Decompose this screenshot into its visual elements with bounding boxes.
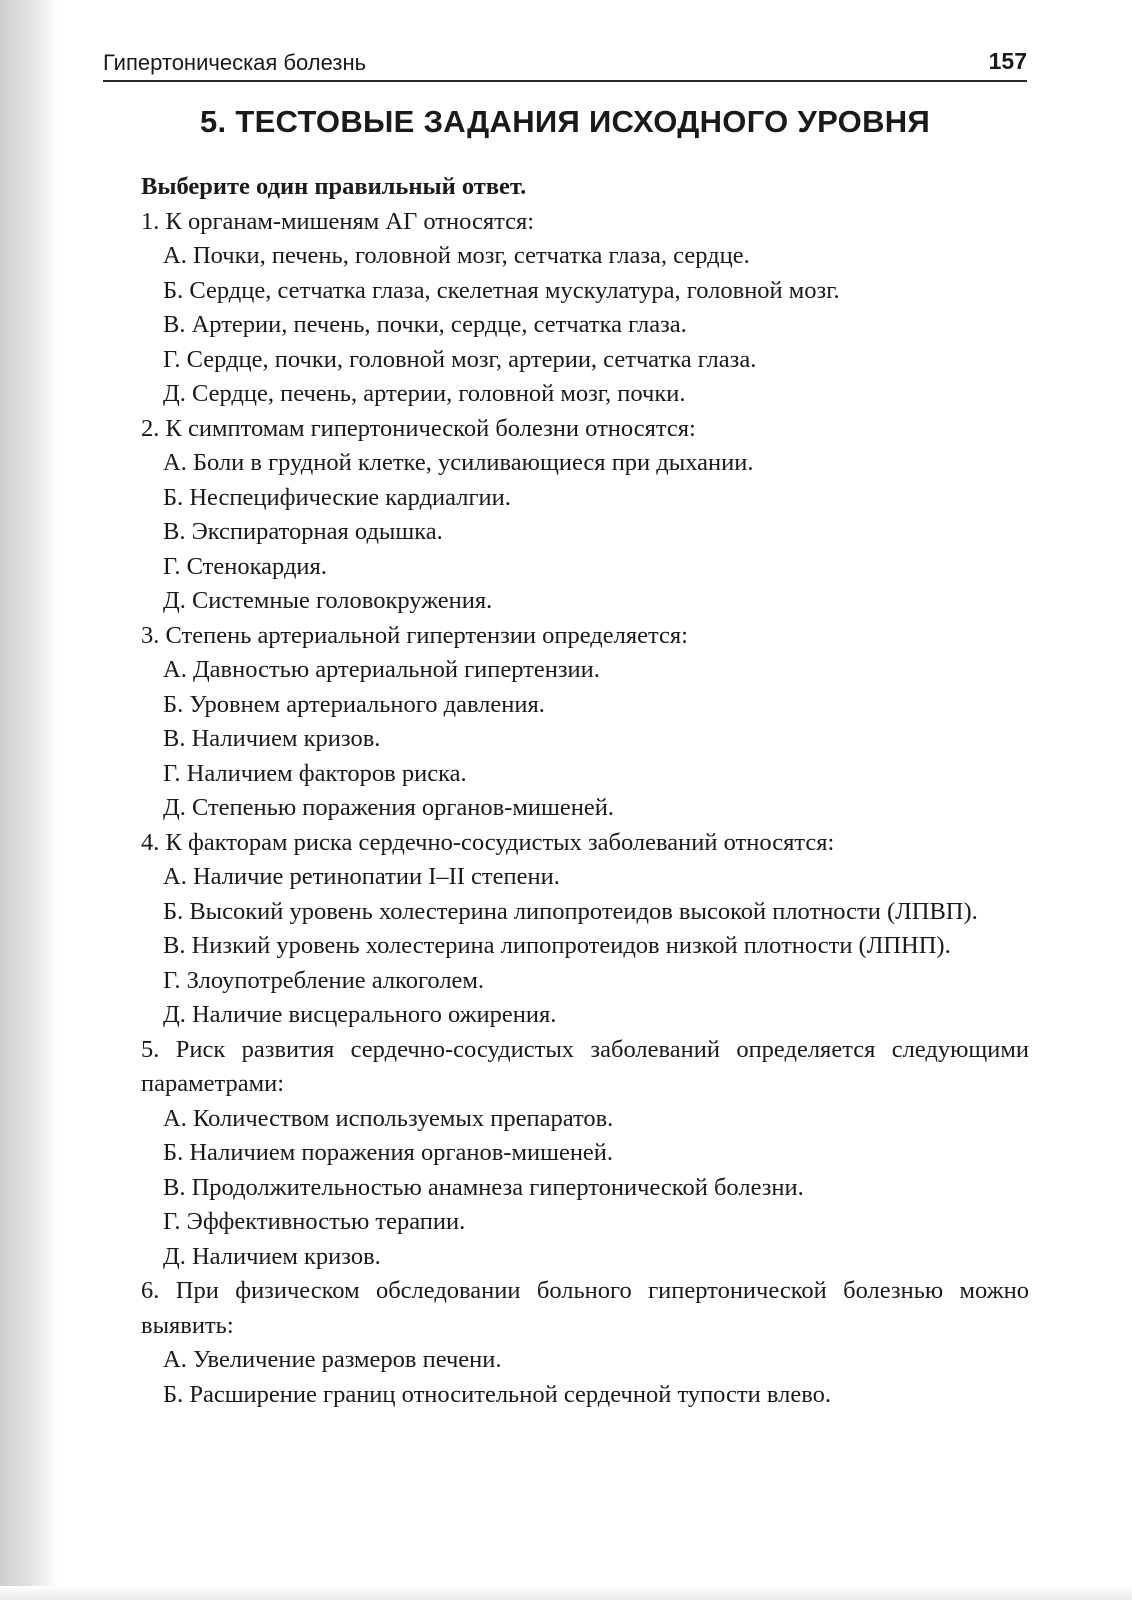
answer-option: Г. Сердце, почки, головной мозг, артерии, сетчатка глаза. [163, 345, 757, 373]
answer-option: Г. Наличием факторов риска. [163, 759, 467, 787]
page-number: 157 [988, 48, 1027, 74]
question-block [103, 205, 1029, 412]
question-block [103, 1033, 1029, 1275]
running-header [103, 48, 1027, 82]
answer-option: А. Количеством используемых препаратов. [163, 1104, 614, 1132]
answer-option: Д. Системные головокружения. [163, 587, 493, 614]
answer-option: В. Продолжительностью анамнеза гипертонической болезни. [163, 1173, 804, 1201]
answer-option: В. Наличием кризов. [163, 725, 381, 752]
page-gutter-shadow [0, 0, 58, 1600]
test-questions [103, 170, 1029, 1412]
answer-option: Б. Уровнем артериального давления. [163, 690, 545, 718]
instruction: Выберите один правильный ответ. [141, 173, 527, 200]
answer-option: Д. Степенью поражения органов-мишеней. [163, 794, 614, 821]
answer-option: Г. Злоупотребление алкоголем. [163, 966, 485, 994]
question-block [103, 619, 1029, 826]
question-block [103, 826, 1029, 1033]
answer-option: Б. Расширение границ относительной сердечной тупости влево. [163, 1380, 831, 1408]
answer-option: В. Низкий уровень холестерина липопротеидов низкой плотности (ЛПНП). [163, 932, 951, 959]
page-bottom-shadow [0, 1586, 1132, 1600]
answer-option: Б. Высокий уровень холестерина липопротеидов высокой плотности (ЛПВП). [163, 897, 978, 925]
answer-option: В. Артерии, печень, почки, сердце, сетчатка глаза. [163, 311, 687, 338]
answer-option: В. Экспираторная одышка. [163, 518, 443, 545]
answer-option: А. Увеличение размеров печени. [163, 1346, 502, 1373]
question-text: 2. К симптомам гипертонической болезни относятся: [141, 414, 696, 442]
running-title: Гипертоническая болезнь [103, 50, 367, 75]
section-title: 5. ТЕСТОВЫЕ ЗАДАНИЯ ИСХОДНОГО УРОВНЯ [199, 104, 931, 139]
answer-option: Д. Наличие висцерального ожирения. [163, 1001, 557, 1028]
answer-option: А. Наличие ретинопатии I–II степени. [163, 863, 560, 890]
answer-option: А. Давностью артериальной гипертензии. [163, 656, 600, 683]
answer-option: Б. Неспецифические кардиалгии. [163, 483, 511, 511]
answer-option: Г. Стенокардия. [163, 552, 327, 580]
answer-option: Б. Сердце, сетчатка глаза, скелетная мускулатура, головной мозг. [163, 276, 840, 304]
answer-option: Д. Сердце, печень, артерии, головной мозг, почки. [163, 380, 686, 407]
answer-option: А. Почки, печень, головной мозг, сетчатка глаза, сердце. [163, 242, 750, 269]
question-text: 5. Риск развития сердечно-сосудистых заболеваний определяется следующими параметрами: [141, 1035, 1029, 1097]
answer-option: Д. Наличием кризов. [163, 1242, 381, 1270]
question-block [103, 412, 1029, 619]
answer-option: Г. Эффективностью терапии. [163, 1208, 466, 1235]
answer-option: Б. Наличием поражения органов-мишеней. [163, 1139, 614, 1166]
answer-option: А. Боли в грудной клетке, усиливающиеся при дыхании. [163, 449, 754, 476]
question-text: 6. При физическом обследовании больного гипертонической болезнью можно выявить: [141, 1277, 1029, 1339]
question-block [103, 1274, 1029, 1412]
question-text: 3. Степень артериальной гипертензии определяется: [141, 621, 688, 649]
question-text: 1. К органам-мишеням АГ относятся: [141, 207, 535, 235]
question-text: 4. К факторам риска сердечно-сосудистых заболеваний относятся: [141, 828, 835, 856]
